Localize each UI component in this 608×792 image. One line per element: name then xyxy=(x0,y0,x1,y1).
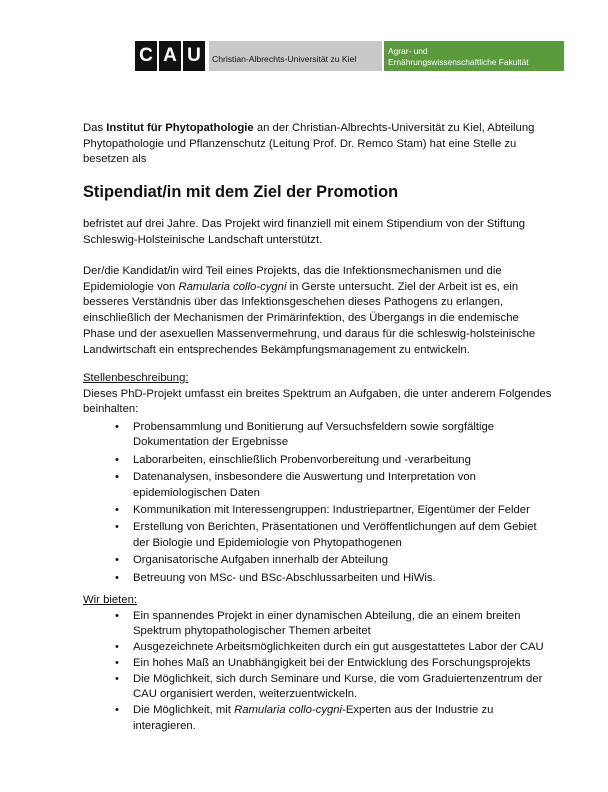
last-item-post: -Experten aus der Industrie zu interagieren. xyxy=(133,703,494,732)
bullet: • xyxy=(115,521,119,534)
bullet: • xyxy=(115,609,119,622)
list-item xyxy=(83,453,553,469)
offer-heading: Wir bieten: xyxy=(83,594,137,606)
list-item xyxy=(83,503,553,519)
bullet: • xyxy=(115,672,119,685)
list-item-text: Erstellung von Berichten, Präsentationen und Veröffentlichungen auf dem Gebiet der Biologie und Epidemiologie von Phytopathogenen xyxy=(133,521,537,549)
logo-letter-c: C xyxy=(135,41,157,71)
list-item-text: Datenanalysen, insbesondere die Auswertung und Interpretation von epidemiologischen Daten xyxy=(133,471,476,499)
task-list xyxy=(83,420,553,587)
bullet: • xyxy=(115,471,119,483)
list-item xyxy=(83,553,553,569)
project-pre: Der/die Kandidat/in wird Teil eines Projekts, das die Infektionsmechanismen und die Epidemiologie von xyxy=(83,265,502,293)
intro-pre: Das xyxy=(83,122,107,134)
list-item xyxy=(83,703,553,734)
list-item-text: Probensammlung und Bonitierung auf Versuchsfeldern sowie sorgfältige Dokumentation der Ergebnisse xyxy=(133,420,495,449)
institute-name: Institut für Phytopathologie xyxy=(106,122,254,134)
list-item-text: Ein spannendes Projekt in einer dynamischen Abteilung, die an einem breiten Spektrum phytopathologischer Themen arbeitet xyxy=(133,609,521,638)
bullet: • xyxy=(115,420,119,433)
list-item-text: Betreuung von MSc- und BSc-Abschlussarbeiten und HiWis. xyxy=(133,571,436,584)
project-paragraph xyxy=(83,264,553,358)
job-description-lead: Dieses PhD-Projekt umfasst ein breites Spektrum an Aufgaben, die unter anderem Folgendes beinhalten: xyxy=(83,387,552,416)
list-item xyxy=(83,609,553,640)
list-item-text xyxy=(133,704,493,732)
list-item xyxy=(83,640,553,656)
list-item xyxy=(83,420,553,451)
faculty-line-2: Ernährungswissenschaftliche Fakultät xyxy=(388,57,529,67)
list-item xyxy=(83,656,553,672)
pathogen-name: Ramularia collo-cygni xyxy=(178,280,287,293)
funding-paragraph: befristet auf drei Jahre. Das Projekt wird finanziell mit einem Stipendium von der Stiftung Schleswig-Holsteinische Landschaft unterstützt. xyxy=(83,218,526,246)
last-item-pre: Die Möglichkeit, mit xyxy=(133,703,235,716)
bullet: • xyxy=(115,453,119,466)
faculty-name xyxy=(384,41,564,71)
bullet: • xyxy=(115,571,119,584)
list-item xyxy=(83,520,553,551)
list-item xyxy=(83,672,553,703)
bullet: • xyxy=(115,703,119,716)
offer-section xyxy=(83,593,553,734)
bullet: • xyxy=(115,554,119,567)
list-item-text: Organisatorische Aufgaben innerhalb der Abteilung xyxy=(133,554,388,567)
list-item-text: Ein hohes Maß an Unabhängigkeit bei der Entwicklung des Forschungsprojekts xyxy=(133,656,531,669)
intro-post: an der Christian-Albrechts-Universität zu Kiel, Abteilung Phytopathologie und Pflanzenschutz (Leitung Prof. Dr. Remco Stam) hat eine Stelle zu besetzen als xyxy=(83,122,535,166)
bullet: • xyxy=(115,656,119,669)
list-item-text: Laborarbeiten, einschließlich Probenvorbereitung und -verarbeitung xyxy=(133,453,471,466)
bullet: • xyxy=(115,504,119,516)
list-item-text: Kommunikation mit Interessengruppen: Industriepartner, Eigentümer der Felder xyxy=(133,504,530,516)
list-item-text: Ausgezeichnete Arbeitsmöglichkeiten durch ein gut ausgestattetes Labor der CAU xyxy=(133,641,544,654)
list-item xyxy=(83,470,553,501)
list-item xyxy=(83,571,553,587)
logo-letter-a: A xyxy=(159,41,181,71)
bullet: • xyxy=(115,641,119,654)
job-description-heading: Stellenbeschreibung: xyxy=(83,372,189,384)
intro-paragraph xyxy=(83,121,553,168)
pathogen-name: Ramularia collo-cygni xyxy=(234,703,343,716)
university-header xyxy=(135,41,564,71)
list-item-text: Die Möglichkeit, sich durch Seminare und Kurse, die vom Graduiertenzentrum der CAU organisiert werden, weiterzuentwickeln. xyxy=(133,672,543,701)
project-post: in Gerste untersucht. Ziel der Arbeit ist es, ein besseres Verständnis über das Infektionsgeschehen dieses Pathogens zu erlangen, einschließlich der Mechanismen der Primärinfektion, des Übergangs in die endemische Phase und der asexuellen Massenvermehrung, und daraus für die schleswig-holsteinische Landwirtschaft ein entsprechendes Bekämpfungsmanagement zu entwickeln. xyxy=(83,280,536,356)
offer-list xyxy=(83,609,553,735)
logo-letter-u: U xyxy=(183,41,205,71)
page-title: Stipendiat/in mit dem Ziel der Promotion xyxy=(83,183,399,201)
faculty-line-1: Agrar- und xyxy=(388,46,428,56)
job-description-section xyxy=(83,371,553,586)
university-name: Christian-Albrechts-Universität zu Kiel xyxy=(209,41,382,71)
